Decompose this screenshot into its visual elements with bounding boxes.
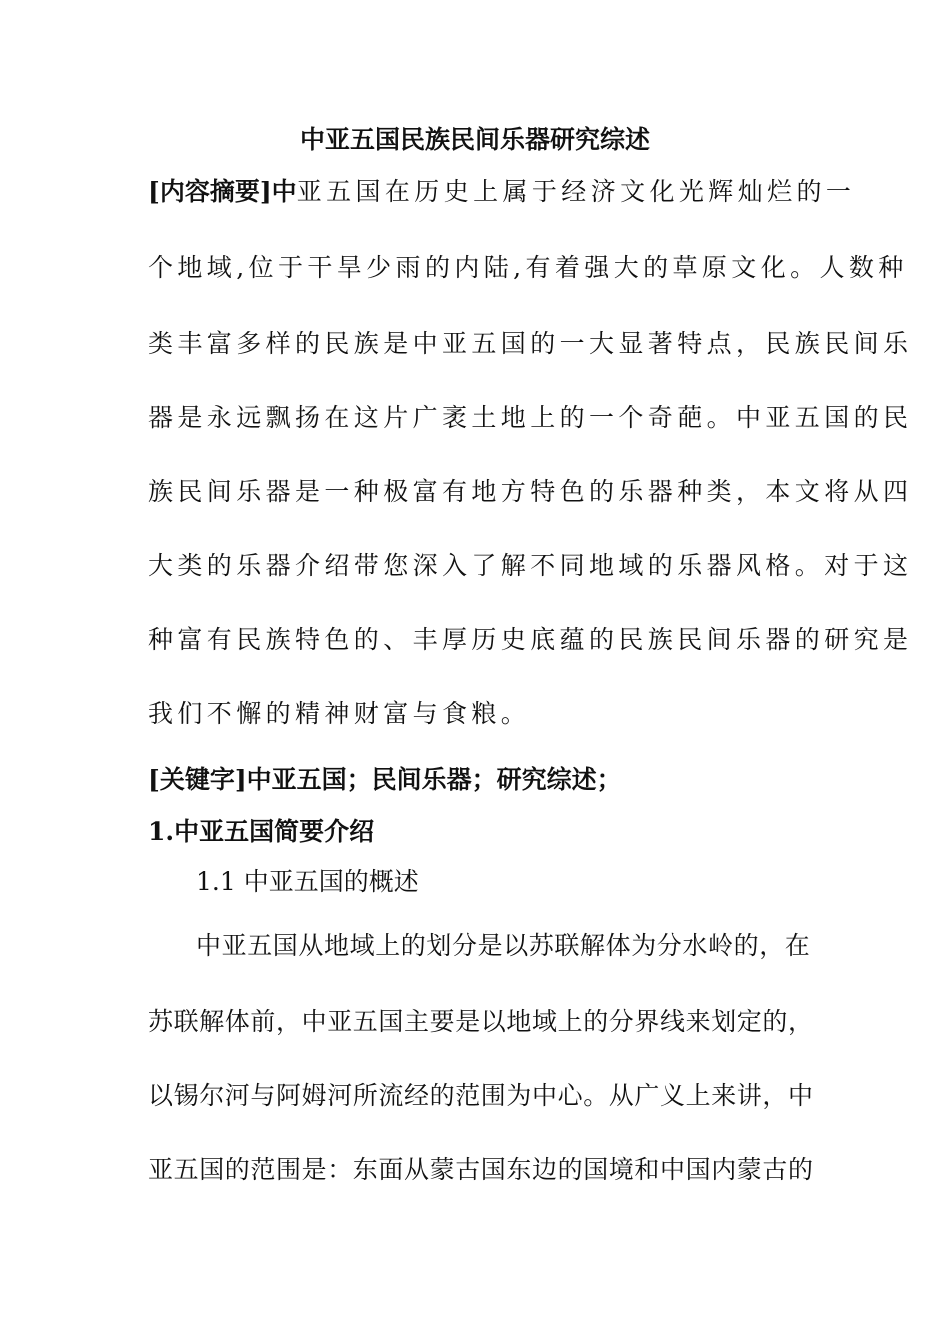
body-line-2: 苏联解体前，中亚五国主要是以地域上的分界线来划定的，	[148, 1007, 814, 1036]
abstract-text-3: 类丰富多样的民族是中亚五国的一大显著特点，民族民间乐	[148, 329, 913, 358]
abstract-text-6: 大类的乐器介绍带您深入了解不同地域的乐器风格。对于这	[148, 551, 913, 580]
subsection-heading: 1.1 中亚五国的概述	[196, 867, 419, 896]
body-line-3: 以锡尔河与阿姆河所流经的范围为中心。从广义上来讲，中	[148, 1081, 814, 1110]
document-title: 中亚五国民族民间乐器研究综述	[299, 125, 650, 154]
abstract-text-4: 器是永远飘扬在这片广袤土地上的一个奇葩。中亚五国的民	[148, 403, 913, 432]
abstract-text-1: 亚五国在历史上属于经济文化光辉灿烂的一	[296, 177, 856, 206]
abstract-line-1	[148, 174, 855, 210]
keywords-line: [关键字]中亚五国；民间乐器；研究综述；	[148, 765, 622, 794]
abstract-text-8: 我们不懈的精神财富与食粮。	[148, 699, 531, 728]
abstract-label: [内容摘要]	[148, 177, 272, 206]
body-line-1: 中亚五国从地域上的划分是以苏联解体为分水岭的，在	[196, 931, 811, 960]
abstract-text-5: 族民间乐器是一种极富有地方特色的乐器种类，本文将从四	[148, 477, 913, 506]
section-heading: 1.中亚五国简要介绍	[148, 817, 375, 846]
body-line-4: 亚五国的范围是：东面从蒙古国东边的国境和中国内蒙古的	[148, 1155, 814, 1184]
abstract-text-7: 种富有民族特色的、丰厚历史底蕴的民族民间乐器的研究是	[148, 625, 913, 654]
abstract-text-2: 个地域,位于干旱少雨的内陆,有着强大的草原文化。人数种	[148, 253, 908, 282]
abstract-lead-char: 中	[271, 177, 297, 206]
